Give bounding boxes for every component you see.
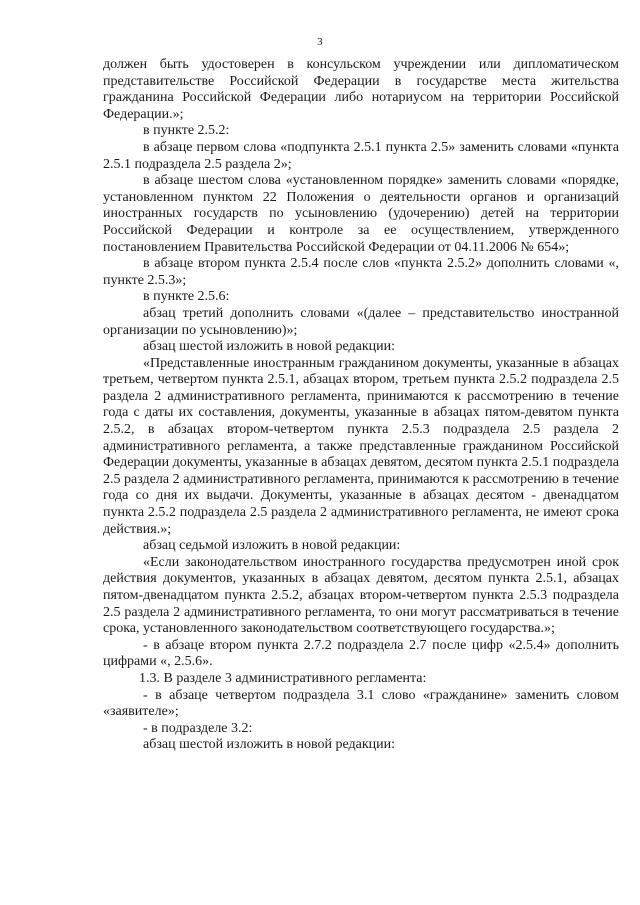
paragraph-quote-documents: «Представленные иностранным гражданином документы, указанные в абзацах третьем, четвертом пункта 2.5.1, абзацах втором, третьем пункта 2.5.2 подраздела 2.5 раздела 2 административного регламента, принимаются к рассмотрению в течение года с даты их составления, документы, указанные в абзацах пятом-девятом пункта 2.5.2, в абзацах втором-четвертом пункта 2.5.3 подраздела 2.5 раздела 2 административного регламента, а также представленные гражданином Российской Федерации документы, указанные в абзацах девятом, десятом пункта 2.5.1 подраздела 2.5 раздела 2 административного регламента, принимаются к рассмотрению в течение года со дня их выдачи. Документы, указанные в абзацах десятом - двенадцатом пункта 2.5.2 подраздела 2.5 раздела 2 административного регламента, не имеют срока действия.»;	[103, 355, 619, 537]
document-body	[103, 57, 619, 754]
paragraph-clause-2-5-2: в пункте 2.5.2:	[143, 123, 230, 139]
paragraph-amend-3-1: - в абзаце четвертом подраздела 3.1 слово «гражданине» заменить словом «заявителе»;	[103, 687, 619, 720]
paragraph-quote-foreign-law: «Если законодательством иностранного государства предусмотрен иной срок действия документов, указанных в абзацах девятом, десятом пункта 2.5.1, абзацах пятом-двенадцатом пункта 2.5.2, абзацах втором-четвертом пункта 2.5.3 подраздела 2.5 раздела 2 административного регламента, то они могут рассматриваться в течение срока, установленного законодательством соответствующего государства.»;	[103, 554, 619, 637]
paragraph-clause-2-5-6: в пункте 2.5.6:	[143, 289, 230, 305]
paragraph-amend-third: абзац третий дополнить словами «(далее – представительство иностранной организации по усыновлению)»;	[103, 305, 619, 338]
paragraph-continuation: должен быть удостоверен в консульском учреждении или дипломатическом представительстве Российской Федерации в государстве места жительства гражданина Российской Федерации либо нотариусом на территории Российской Федерации.»;	[103, 57, 619, 122]
paragraph-sixth-new-edition: абзац шестой изложить в новой редакции:	[143, 339, 396, 355]
paragraph-section-1-3: 1.3. В разделе 3 административного регламента:	[139, 670, 427, 686]
paragraph-amend-first: в абзаце первом слова «подпункта 2.5.1 пункта 2.5» заменить словами «пункта 2.5.1 подраздела 2.5 раздела 2»;	[103, 139, 619, 172]
paragraph-seventh-new-edition: абзац седьмой изложить в новой редакции:	[143, 538, 401, 554]
paragraph-sixth-new-edition-2: абзац шестой изложить в новой редакции:	[143, 737, 396, 753]
page-number: 3	[317, 36, 323, 48]
paragraph-amend-2-5-4: в абзаце втором пункта 2.5.4 после слов «пункта 2.5.2» дополнить словами «, пункте 2.5.3»;	[103, 256, 619, 288]
paragraph-amend-2-7-2: - в абзаце втором пункта 2.7.2 подраздела 2.7 после цифр «2.5.4» дополнить цифрами «, 2.5.6».	[103, 637, 619, 670]
paragraph-amend-sixth: в абзаце шестом слова «установленном порядке» заменить словами «порядке, установленном пунктом 22 Положения о деятельности органов и организаций иностранных государств по усыновлению (удочерению) детей на территории Российской Федерации и контроле за ее осуществлением, утвержденного постановлением Правительства Российской Федерации от 04.11.2006 № 654»;	[103, 173, 619, 255]
paragraph-subsection-3-2: - в подразделе 3.2:	[143, 720, 253, 736]
